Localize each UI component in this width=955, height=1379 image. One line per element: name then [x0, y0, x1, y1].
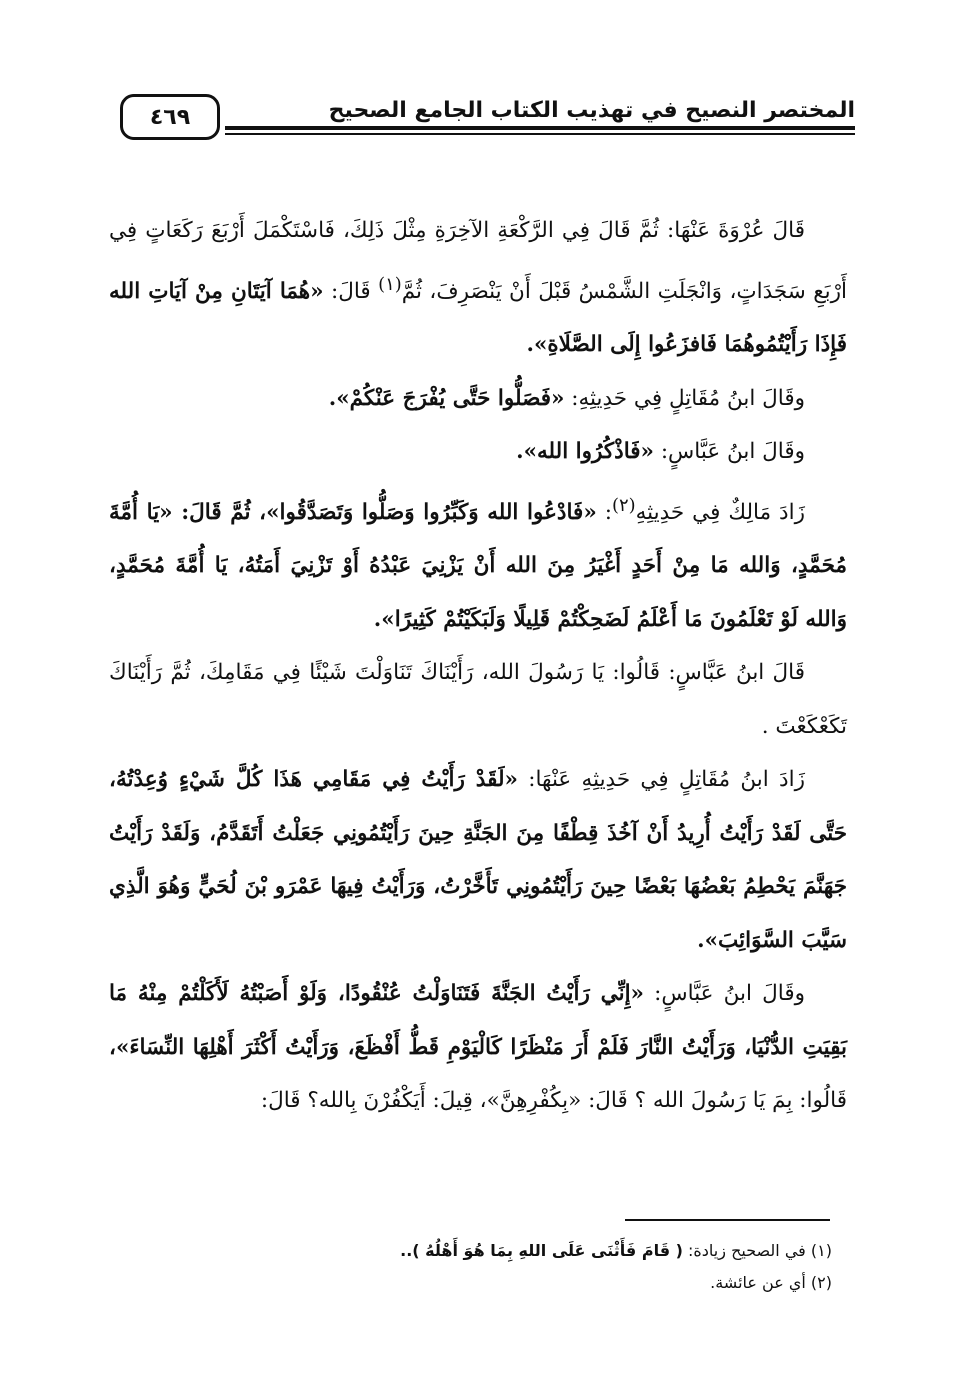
footnote-2 — [132, 1267, 832, 1299]
page-number-frame — [120, 94, 220, 140]
hadith-quote: «فَادْعُوا الله وَكَبِّرُوا وَصَلُّوا وَتَصَدَّقُوا»، ثُمَّ قَالَ: «يَا أُمَّةَ مُحَمَّدٍ، وَالله مَا مِنْ أَحَدٍ أَغْيَرُ مِنَ الله أَنْ يَزْنِيَ عَبْدُهُ أَوْ تَزْنِيَ أَمَتُهُ، يَا أُمَّةَ مُحَمَّدٍ، وَالله لَوْ تَعْلَمُونَ مَا أَعْلَمُ لَضَحِكْتُمْ قَلِيلًا وَلَبَكَيْتُمْ كَثِيرًا». — [109, 499, 847, 632]
page-number: ٤٦٩ — [149, 104, 191, 130]
footnote-quote: ( قَامَ فَأَثْنَى عَلَى اللهِ بِمَا هُوَ أَهْلُهُ ).. — [400, 1241, 683, 1260]
paragraph-intro: قَالَ عُرْوَةَ عَنْهَا: ثُمَّ قَالَ فِي الرَّكْعَةِ الآخِرَةِ مِثْلَ ذَلِكَ، فَاسْتَكْمَلَ أَرْبَعَ رَكَعَاتٍ فِي أَرْبَعِ سَجَدَاتٍ، وَانْجَلَتِ الشَّمْسُ قَبْلَ أَنْ يَنْصَرِفَ، ثُمَّ — [109, 218, 847, 304]
book-title: المختصر النصيح في تهذيب الكتاب الجامع الصحيح — [328, 98, 855, 123]
paragraph-intro: قَالَ ابنُ عَبَّاسٍ: قَالُوا: يَا رَسُولَ الله، رَأَيْنَاكَ تَنَاوَلْتَ شَيْئًا فِي مَقَامِكَ، ثُمَّ رَأَيْنَاكَ تَكَعْكَعْتَ . — [109, 660, 847, 739]
hadith-quote: «فَاذْكُرُوا الله». — [516, 439, 654, 465]
hadith-quote: «هُمَا آيَتَانِ مِنْ آيَاتِ الله فَإِذَا رَأَيْتُمُوهُمَا فَافزَعُوا إِلَى الصَّلَاةِ». — [109, 278, 847, 358]
paragraph-1 — [109, 204, 847, 372]
hadith-quote: «لَقَدْ رَأَيْتُ فِي مَقَامِي هَذَا كُلَّ شَيْءٍ وُعِدْتُهُ، حَتَّى لَقَدْ رَأَيْتُ أُرِيدُ أَنْ آخُذَ قِطْفًا مِنَ الجَنَّةِ حِينَ رَأَيْتُمُونِي جَعَلْتُ أَتَقَدَّمُ، وَلَقَدْ رَأَيْتُ جَهَنَّمَ يَحْطِمُ بَعْضُهَا بَعْضًا حِينَ رَأَيْتُمُونِي تَأَخَّرْتُ، وَرَأَيْتُ فِيهَا عَمْرَو بْنَ لُحَيٍّ وَهُوَ الَّذِي سَيَّبَ السَّوَائِبَ». — [109, 767, 847, 953]
paragraph-5 — [109, 646, 847, 753]
hadith-quote: «إِنِّي رَأَيْتُ الجَنَّةَ فَتَنَاوَلْتُ عُنْقُودًا، وَلَوْ أَصَبْتُهُ لَأَكَلْتُمْ مِنْهُ مَا بَقِيَتِ الدُّنْيَا، وَرَأَيْتُ النَّارَ فَلَمْ أَرَ مَنْظَرًا كَالْيَوْمِ قَطُّ أَفْظَعَ، وَرَأَيْتُ أَكْثَرَ أَهْلِهَا النِّسَاءَ»، — [109, 981, 847, 1060]
header-rule-thin — [225, 133, 855, 135]
paragraph-7 — [109, 967, 847, 1128]
paragraph-intro: وقَالَ ابنُ مُقَاتِلٍ فِي حَدِيثِهِ: — [564, 385, 805, 411]
footnote-text: أي عن عائشة. — [710, 1273, 811, 1292]
footnote-number: (٢) — [810, 1273, 832, 1292]
paragraph-3 — [109, 425, 847, 479]
footnotes — [132, 1235, 832, 1299]
hadith-quote: «فَصَلُّوا حَتَّى يُفْرَجَ عَنْكُمْ». — [328, 385, 565, 411]
footnote-marker: (٢) — [612, 494, 636, 516]
paragraph-lead: : — [596, 499, 612, 525]
header-rule-thick — [225, 126, 855, 130]
page-header — [120, 86, 855, 156]
paragraph-2 — [109, 372, 847, 426]
footnote-separator — [625, 1219, 830, 1221]
footnote-marker: (١) — [378, 273, 402, 295]
paragraph-4 — [109, 479, 847, 647]
paragraph-tail: قَالُوا: بِمَ يَا رَسُولَ الله ؟ قَالَ: «بِكُفْرِهِنَّ»، قِيلَ: أَيَكْفُرْنَ بِالله؟ قَالَ: — [260, 1088, 847, 1114]
paragraph-intro: وقَالَ ابنُ عَبَّاسٍ: — [653, 439, 805, 465]
paragraph-lead: قَالَ: — [323, 278, 379, 304]
main-text — [109, 204, 847, 1128]
footnote-1 — [132, 1235, 832, 1267]
paragraph-intro: زَادَ مَالِكٌ فِي حَدِيثِهِ — [635, 499, 805, 525]
paragraph-6 — [109, 753, 847, 967]
paragraph-intro: وقَالَ ابنُ عَبَّاسٍ: — [643, 981, 806, 1007]
footnote-number: (١) — [810, 1241, 832, 1260]
paragraph-intro: زَادَ ابنُ مُقَاتِلٍ فِي حَدِيثِهِ عَنْهَا: — [517, 767, 805, 793]
footnote-text: في الصحيح زيادة: — [682, 1241, 811, 1260]
